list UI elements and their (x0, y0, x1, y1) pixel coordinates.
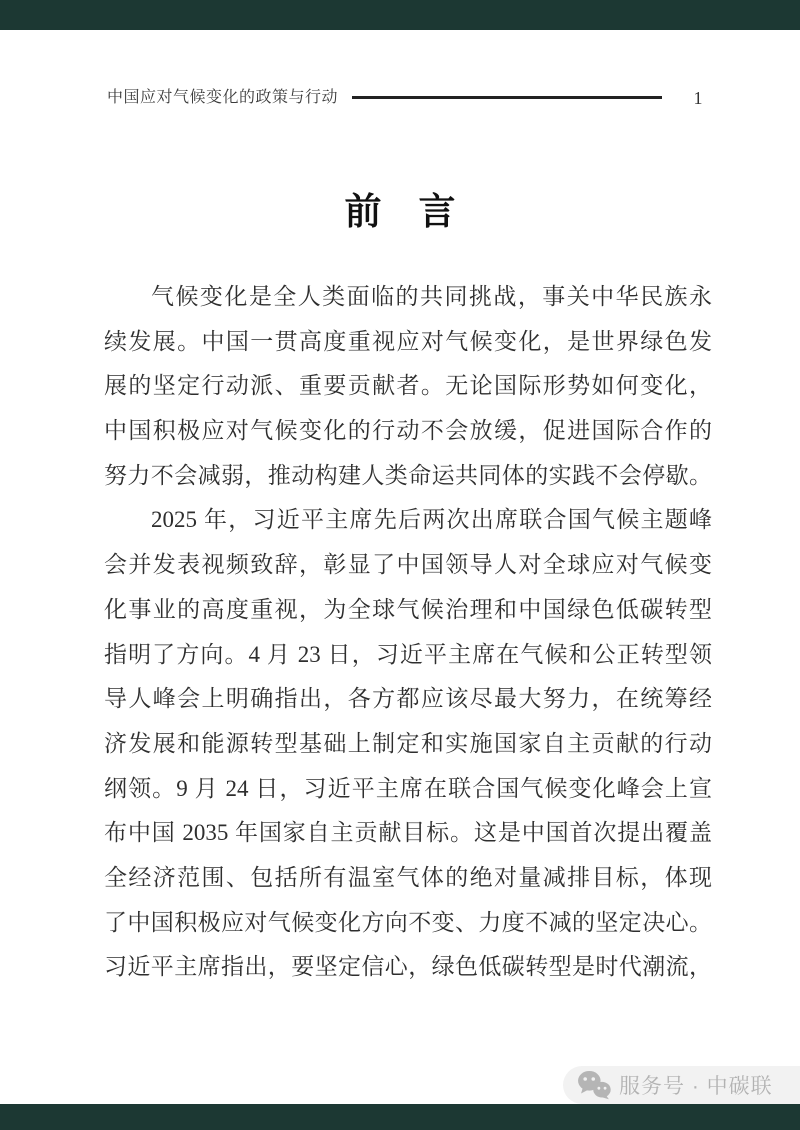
body-line: 中国积极应对气候变化的行动不会放缓，促进国际合作的 (104, 418, 712, 444)
body-line: 续发展。中国一贯高度重视应对气候变化，是世界绿色发 (104, 328, 712, 354)
page-number: 1 (693, 88, 703, 108)
body-line: 习近平主席指出，要坚定信心，绿色低碳转型是时代潮流， (104, 954, 712, 980)
body-line: 气候变化是全人类面临的共同挑战，事关中华民族永 (151, 284, 712, 309)
body-line: 全经济范围、包括所有温室气体的绝对量减排目标，体现 (104, 864, 712, 890)
page-title: 前 言 (344, 191, 456, 232)
wechat-icon (577, 1070, 611, 1100)
body-line: 了中国积极应对气候变化方向不变、力度不减的坚定决心。 (104, 909, 712, 935)
watermark-label: 服务号 · 中碳联 (619, 1075, 773, 1098)
header-rule (352, 96, 662, 99)
body-line: 济发展和能源转型基础上制定和实施国家自主贡献的行动 (104, 730, 712, 756)
body-line: 化事业的高度重视，为全球气候治理和中国绿色低碳转型 (104, 596, 712, 622)
body-text (104, 275, 712, 990)
body-line: 纲领。9 月 24 日，习近平主席在联合国气候变化峰会上宣 (104, 775, 712, 801)
top-edge-bar (0, 0, 800, 30)
body-line: 2025 年，习近平主席先后两次出席联合国气候主题峰 (151, 507, 712, 533)
bottom-edge-bar (0, 1104, 800, 1130)
body-line: 会并发表视频致辞，彰显了中国领导人对全球应对气候变 (104, 552, 712, 578)
body-line: 布中国 2035 年国家自主贡献目标。这是中国首次提出覆盖 (104, 820, 712, 846)
running-header-title: 中国应对气候变化的政策与行动 (107, 89, 339, 106)
body-line: 展的坚定行动派、重要贡献者。无论国际形势如何变化， (104, 373, 712, 399)
body-line: 指明了方向。4 月 23 日，习近平主席在气候和公正转型领 (104, 641, 712, 667)
watermark-badge (563, 1066, 800, 1104)
body-line: 努力不会减弱，推动构建人类命运共同体的实践不会停歇。 (104, 462, 712, 488)
body-line: 导人峰会上明确指出，各方都应该尽最大努力，在统筹经 (104, 686, 712, 712)
